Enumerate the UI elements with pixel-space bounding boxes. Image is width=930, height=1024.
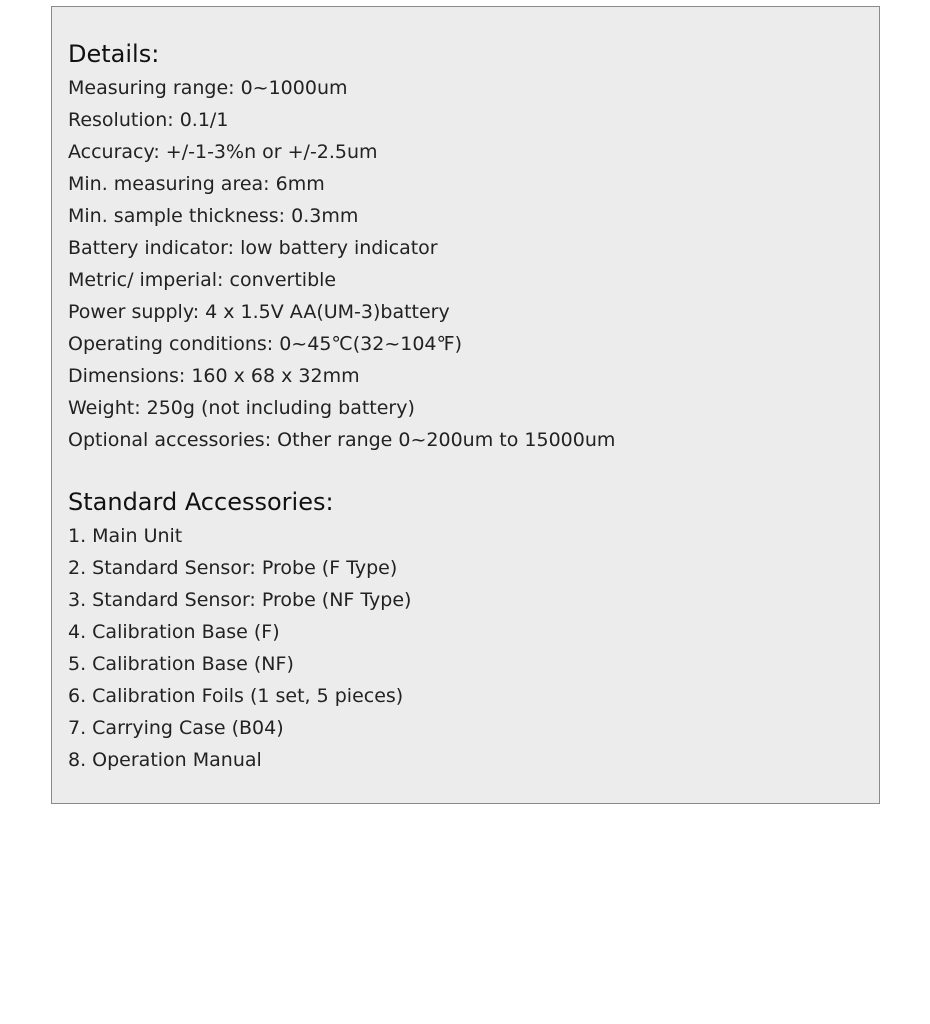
detail-line: Power supply: 4 x 1.5V AA(UM-3)battery: [68, 301, 450, 323]
detail-line: Battery indicator: low battery indicator: [68, 237, 438, 259]
accessory-line: 5. Calibration Base (NF): [68, 653, 294, 675]
detail-line: Resolution: 0.1/1: [68, 109, 229, 131]
accessories-list: [68, 520, 411, 776]
accessory-line: 3. Standard Sensor: Probe (NF Type): [68, 589, 412, 611]
details-heading: Details:: [68, 40, 160, 68]
accessory-line: 2. Standard Sensor: Probe (F Type): [68, 557, 398, 579]
accessory-line: 8. Operation Manual: [68, 749, 262, 771]
details-list: [68, 72, 615, 456]
detail-line: Accuracy: +/-1-3%n or +/-2.5um: [68, 141, 378, 163]
detail-line: Weight: 250g (not including battery): [68, 397, 415, 419]
spec-panel: [51, 6, 880, 804]
accessory-line: 6. Calibration Foils (1 set, 5 pieces): [68, 685, 404, 707]
accessories-heading: Standard Accessories:: [68, 488, 334, 516]
accessory-line: 4. Calibration Base (F): [68, 621, 280, 643]
detail-line: Metric/ imperial: convertible: [68, 269, 337, 291]
detail-line: Dimensions: 160 x 68 x 32mm: [68, 365, 360, 387]
detail-line: Min. sample thickness: 0.3mm: [68, 205, 359, 227]
accessory-line: 7. Carrying Case (B04): [68, 717, 284, 739]
accessory-line: 1. Main Unit: [68, 525, 183, 547]
detail-line: Operating conditions: 0~45℃(32~104℉): [68, 333, 463, 355]
detail-line: Min. measuring area: 6mm: [68, 173, 325, 195]
detail-line: Optional accessories: Other range 0~200um to 15000um: [68, 429, 616, 451]
detail-line: Measuring range: 0~1000um: [68, 77, 348, 99]
